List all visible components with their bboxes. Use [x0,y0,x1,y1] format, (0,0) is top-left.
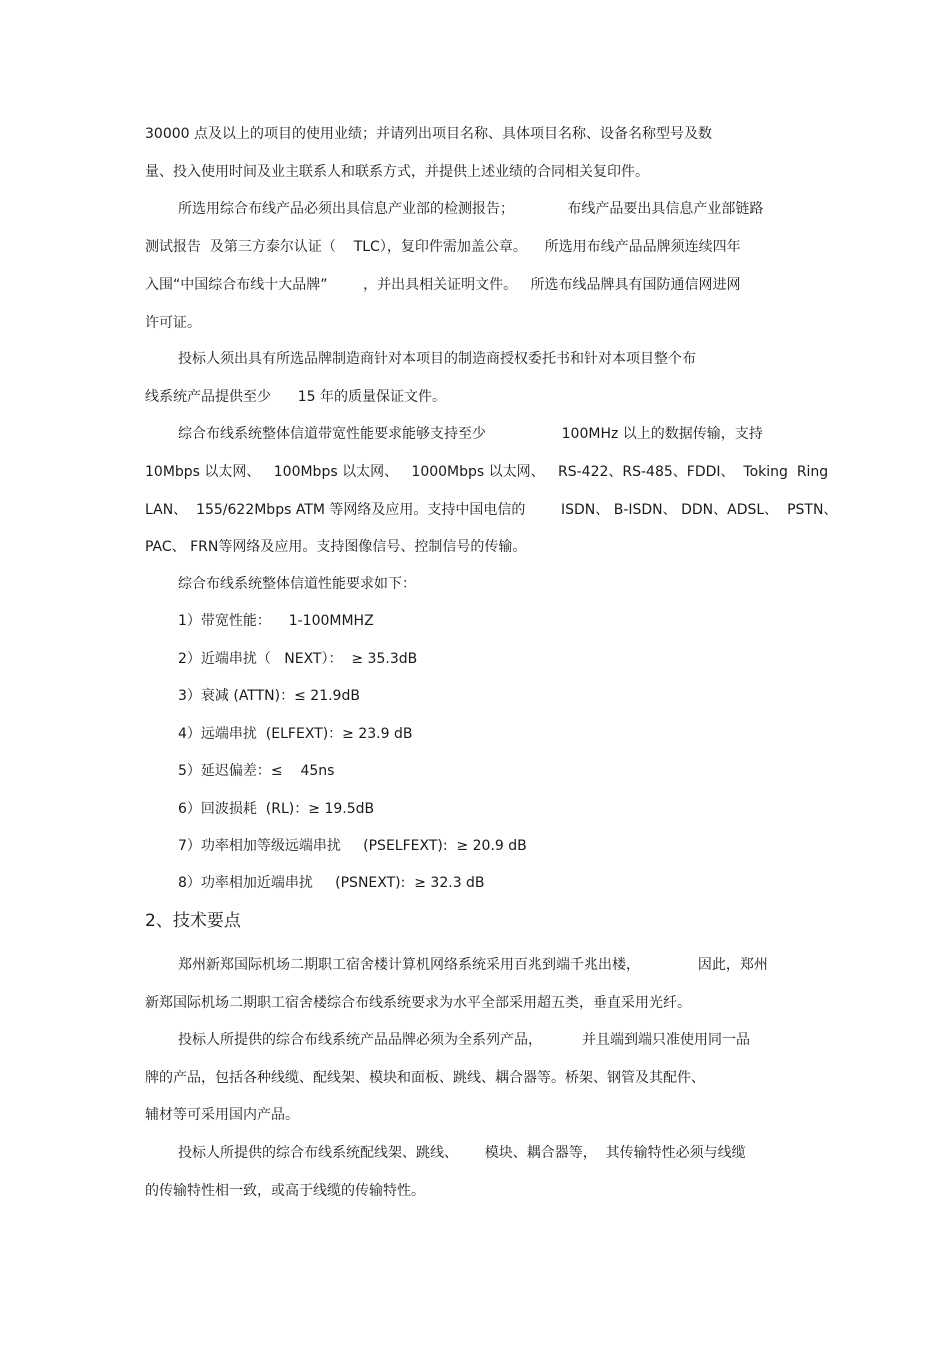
section-heading: 2、技术要点 [145,911,241,931]
paragraph-line: 郑州新郑国际机场二期职工宿舍楼计算机网络系统采用百兆到端千兆出楼， 因此，郑州 [178,957,768,973]
paragraph-line: LAN、 155/622Mbps ATM 等网络及应用。支持中国电信的 ISDN、 B-ISDN、 DDN、ADSL、 PSTN、 [145,502,838,518]
paragraph-line: 30000 点及以上的项目的使用业绩；并请列出项目名称、具体项目名称、设备名称型号及数 [145,126,712,142]
paragraph-line: 辅材等可采用国内产品。 [145,1107,299,1123]
paragraph-line: PAC、 FRN等网络及应用。支持图像信号、控制信号的传输。 [145,539,527,555]
paragraph-line: 入围“中国综合布线十大品牌” ，并出具相关证明文件。 所选布线品牌具有国防通信网进网 [145,277,741,293]
paragraph-line: 量、投入使用时间及业主联系人和联系方式，并提供上述业绩的合同相关复印件。 [145,164,649,180]
paragraph-line: 投标人所提供的综合布线系统产品品牌必须为全系列产品， 并且端到端只准使用同一品 [178,1032,751,1048]
paragraph-line: 的传输特性相一致，或高于线缆的传输特性。 [145,1183,425,1199]
paragraph-line: 所选用综合布线产品必须出具信息产业部的检测报告； 布线产品要出具信息产业部链路 [178,201,764,217]
paragraph-line: 测试报告 及第三方泰尔认证（ TLC），复印件需加盖公章。 所选用布线产品品牌须连续四年 [145,239,741,255]
paragraph-line: 综合布线系统整体信道带宽性能要求能够支持至少 100MHz 以上的数据传输，支持 [178,426,763,442]
paragraph-line: 投标人须出具有所选品牌制造商针对本项目的制造商授权委托书和针对本项目整个布 [178,351,696,367]
paragraph-line: 新郑国际机场二期职工宿舍楼综合布线系统要求为水平全部采用超五类，垂直采用光纤。 [145,995,691,1011]
spec-item: 7）功率相加等级远端串扰 (PSELFEXT): ≥ 20.9 dB [178,838,527,854]
spec-intro: 综合布线系统整体信道性能要求如下： [178,576,416,592]
spec-item: 4）远端串扰 (ELFEXT)：≥ 23.9 dB [178,726,413,742]
paragraph-line: 10Mbps 以太网、 100Mbps 以太网、 1000Mbps 以太网、 RS-422、RS-485、FDDI、 Toking Ring [145,464,829,480]
paragraph-line: 投标人所提供的综合布线系统配线架、跳线、 模块、耦合器等， 其传输特性必须与线缆 [178,1145,746,1161]
spec-item: 6）回波损耗 (RL)：≥ 19.5dB [178,801,375,817]
spec-item: 1）带宽性能： 1-100MMHZ [178,613,374,629]
spec-item: 2）近端串扰（ NEXT）： ≥ 35.3dB [178,651,418,667]
spec-item: 8）功率相加近端串扰 (PSNEXT): ≥ 32.3 dB [178,875,485,891]
paragraph-line: 牌的产品，包括各种线缆、配线架、模块和面板、跳线、耦合器等。桥架、钢管及其配件、 [145,1070,705,1086]
spec-item: 5）延迟偏差：≤ 45ns [178,763,335,779]
spec-item: 3）衰减 (ATTN)：≤ 21.9dB [178,688,360,704]
paragraph-line: 许可证。 [145,315,201,331]
paragraph-line: 线系统产品提供至少 15 年的质量保证文件。 [145,389,446,405]
